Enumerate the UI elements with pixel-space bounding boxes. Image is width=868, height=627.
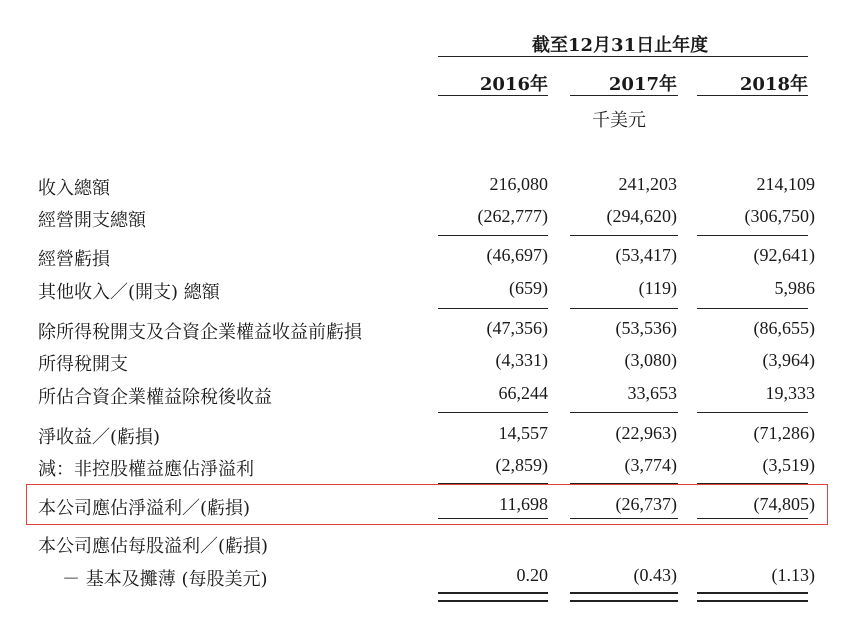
year-rule-2018 [697,95,808,96]
subtotal-rule [570,518,678,519]
row-label-total-opex: 經營開支總額 [38,210,146,231]
row-value: 241,203 [618,174,677,194]
row-value: (3,774) [624,455,677,475]
total-double-rule [570,592,678,602]
row-value: (0.43) [633,565,677,585]
row-value: 14,557 [498,423,548,443]
row-label-jv-income: 所佔合資企業權益除稅後收益 [38,387,272,408]
row-value: 214,109 [756,174,815,194]
row-value: (3,519) [762,455,815,475]
year-2016-header: 2016年 [479,74,548,95]
subtotal-rule [570,308,678,309]
row-value: (92,641) [753,245,815,265]
row-label-pretax-loss: 除所得稅開支及合資企業權益收益前虧損 [38,322,362,343]
row-value: 19,333 [765,383,815,403]
row-value: (74,805) [753,494,815,514]
row-label-operating-loss: 經營虧損 [38,249,110,270]
total-double-rule [438,592,548,602]
row-value: (262,777) [477,206,548,226]
row-label-net-profit-attributable: 本公司應佔淨溢利／(虧損) [38,498,251,519]
period-header: 截至12月31日止年度 [532,35,709,56]
year-rule-2017 [570,95,678,96]
row-value: 5,986 [774,278,815,298]
row-label-eps: 本公司應佔每股溢利／(虧損) [38,536,269,557]
row-value: (306,750) [744,206,815,226]
row-value: (1.13) [771,565,815,585]
row-label-income-tax: 所得稅開支 [38,354,128,375]
row-value: (47,356) [486,318,548,338]
row-value: (53,536) [615,318,677,338]
row-value: 66,244 [498,383,548,403]
row-value: 33,653 [627,383,677,403]
row-value: (119) [638,278,677,298]
row-label-minority-interest: 減：非控股權益應佔淨溢利 [38,459,254,480]
row-value: (86,655) [753,318,815,338]
year-2017-header: 2017年 [608,74,677,95]
row-value: (659) [509,278,548,298]
subtotal-rule [697,308,808,309]
row-value: 11,698 [499,494,548,514]
row-label-net-income: 淨收益／(虧損) [38,427,161,448]
row-value: 0.20 [516,565,548,585]
subtotal-rule [438,518,548,519]
unit-label: 千美元 [592,110,646,131]
year-2018-header: 2018年 [739,74,808,95]
row-value: (294,620) [606,206,677,226]
subtotal-rule [438,235,548,236]
subtotal-rule [570,235,678,236]
subtotal-rule [570,412,678,413]
row-value: (26,737) [615,494,677,514]
row-value: 216,080 [489,174,548,194]
year-rule-2016 [438,95,548,96]
period-header-rule [438,56,808,57]
row-value: (71,286) [753,423,815,443]
subtotal-rule [697,412,808,413]
row-value: (4,331) [495,350,548,370]
total-double-rule [697,592,808,602]
row-value: (3,964) [762,350,815,370]
subtotal-rule [438,308,548,309]
subtotal-rule [697,235,808,236]
row-label-total-revenue: 收入總額 [38,178,110,199]
row-label-other-income: 其他收入／(開支) 總額 [38,282,220,303]
subtotal-rule [438,412,548,413]
row-value: (22,963) [615,423,677,443]
row-value: (53,417) [615,245,677,265]
subtotal-rule [697,518,808,519]
row-value: (2,859) [495,455,548,475]
row-value: (46,697) [486,245,548,265]
row-value: (3,080) [624,350,677,370]
row-label-eps-basic-diluted: － 基本及攤薄 (每股美元) [62,569,268,590]
